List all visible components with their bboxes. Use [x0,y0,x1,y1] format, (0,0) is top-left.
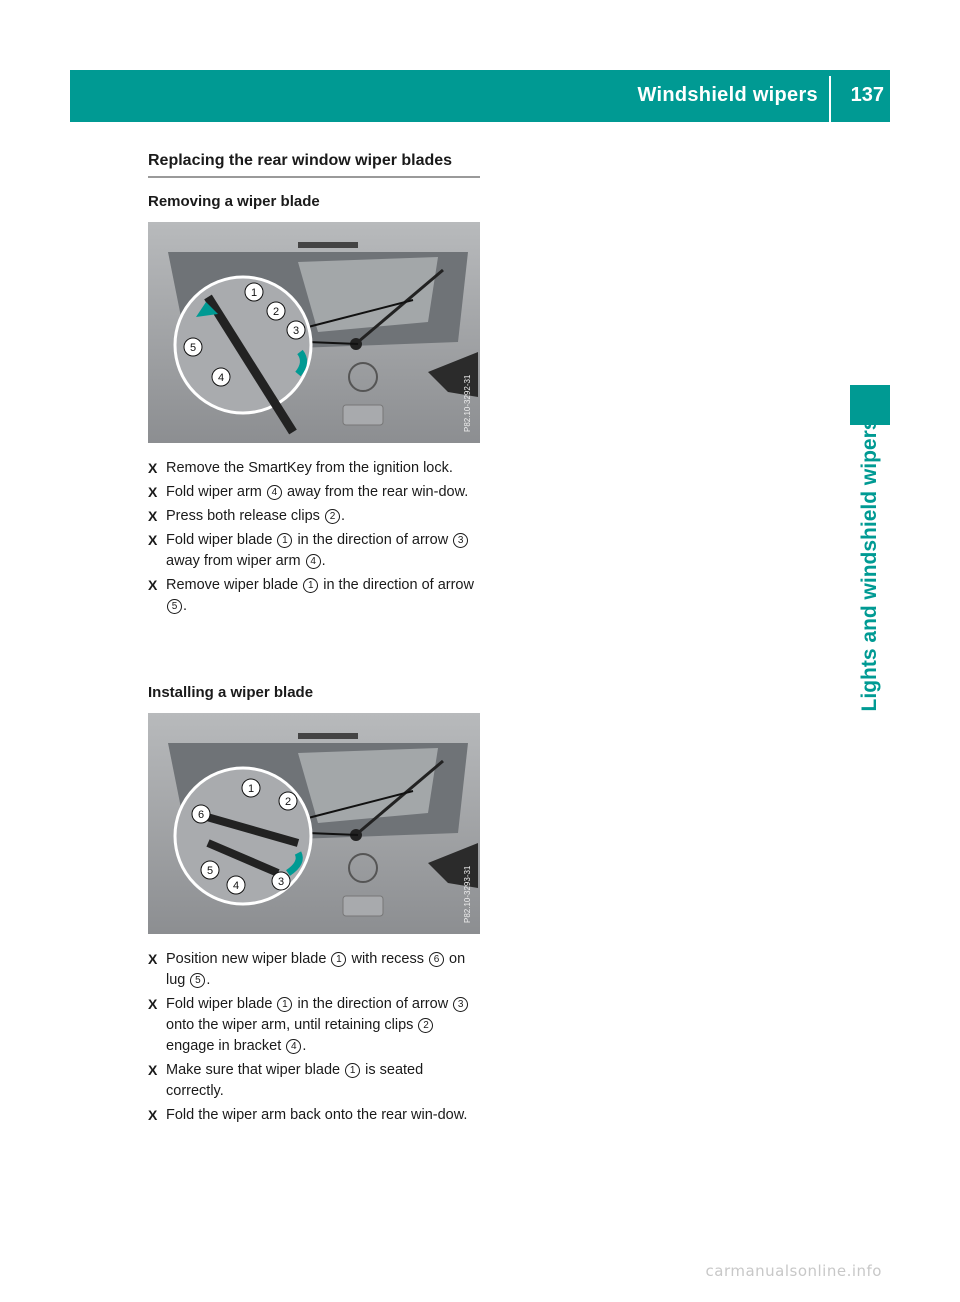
figure-installing-wiper-blade [148,713,480,934]
step-arrow-icon: X [148,996,158,1012]
step-item: X Fold wiper blade 1 in the direction of arrow 3 away from wiper arm 4 . [148,530,483,572]
callout-ref: 1 [277,533,292,548]
page-header [70,70,890,122]
section-title: Replacing the rear window wiper blades [148,152,480,178]
installing-title: Installing a wiper blade [148,684,314,701]
watermark: carmanualsonline.info [705,1262,882,1280]
callout-ref: 4 [306,554,321,569]
callout-5: 5 [189,342,197,354]
step-item: X Fold wiper blade 1 in the direction of arrow 3 onto the wiper arm, until retaining clips 2 engage in bracket 4 . [148,994,483,1057]
callout-ref: 5 [190,973,205,988]
callout-ref: 1 [277,997,292,1012]
step-arrow-icon: X [148,951,158,967]
callout-ref: 3 [453,533,468,548]
callout-2: 2 [284,796,292,808]
callout-5: 5 [206,865,214,877]
header-title: Windshield wipers [637,84,818,106]
installing-steps [148,949,483,1129]
callout-ref: 5 [167,599,182,614]
callout-ref: 3 [453,997,468,1012]
callout-ref: 1 [331,952,346,967]
callout-ref: 1 [345,1063,360,1078]
step-item: X Press both release clips 2 . [148,506,483,527]
step-item: X Make sure that wiper blade 1 is seated correctly. [148,1062,424,1099]
removing-title: Removing a wiper blade [148,193,320,210]
header-divider [829,76,831,122]
callout-ref: 1 [303,578,318,593]
step-item: X Remove wiper blade 1 in the direction of arrow 5 . [148,577,474,614]
callout-4: 4 [217,372,225,384]
step-item: X Position new wiper blade 1 with recess 6 on lug 5 . [148,951,466,988]
chapter-tab-label: Lights and windshield wipers [858,418,881,712]
removing-steps [148,458,483,620]
step-item: X Fold wiper arm 4 away from the rear win-dow. [148,482,483,503]
step-arrow-icon: X [148,484,158,500]
step-arrow-icon: X [148,508,158,524]
step-item: X Remove the SmartKey from the ignition lock. [148,458,483,479]
callout-ref: 2 [418,1018,433,1033]
figure-removing-wiper-blade [148,222,480,443]
callout-ref: 6 [429,952,444,967]
step-arrow-icon: X [148,532,158,548]
step-arrow-icon: X [148,1062,158,1078]
callout-2: 2 [272,306,280,318]
figure-code: P82.10-3293-31 [463,865,472,923]
callout-4: 4 [232,880,240,892]
callout-1: 1 [250,287,258,299]
callout-ref: 4 [267,485,282,500]
callout-6: 6 [197,809,205,821]
callout-3: 3 [277,876,285,888]
step-arrow-icon: X [148,577,158,593]
step-arrow-icon: X [148,1107,158,1123]
callout-ref: 4 [286,1039,301,1054]
step-item: X Fold the wiper arm back onto the rear win-dow. [148,1105,483,1126]
step-arrow-icon: X [148,460,158,476]
callout-ref: 2 [325,509,340,524]
callout-1: 1 [247,783,255,795]
callout-3: 3 [292,325,300,337]
figure-code: P82.10-3292-31 [463,374,472,432]
page-number: 137 [850,84,884,106]
